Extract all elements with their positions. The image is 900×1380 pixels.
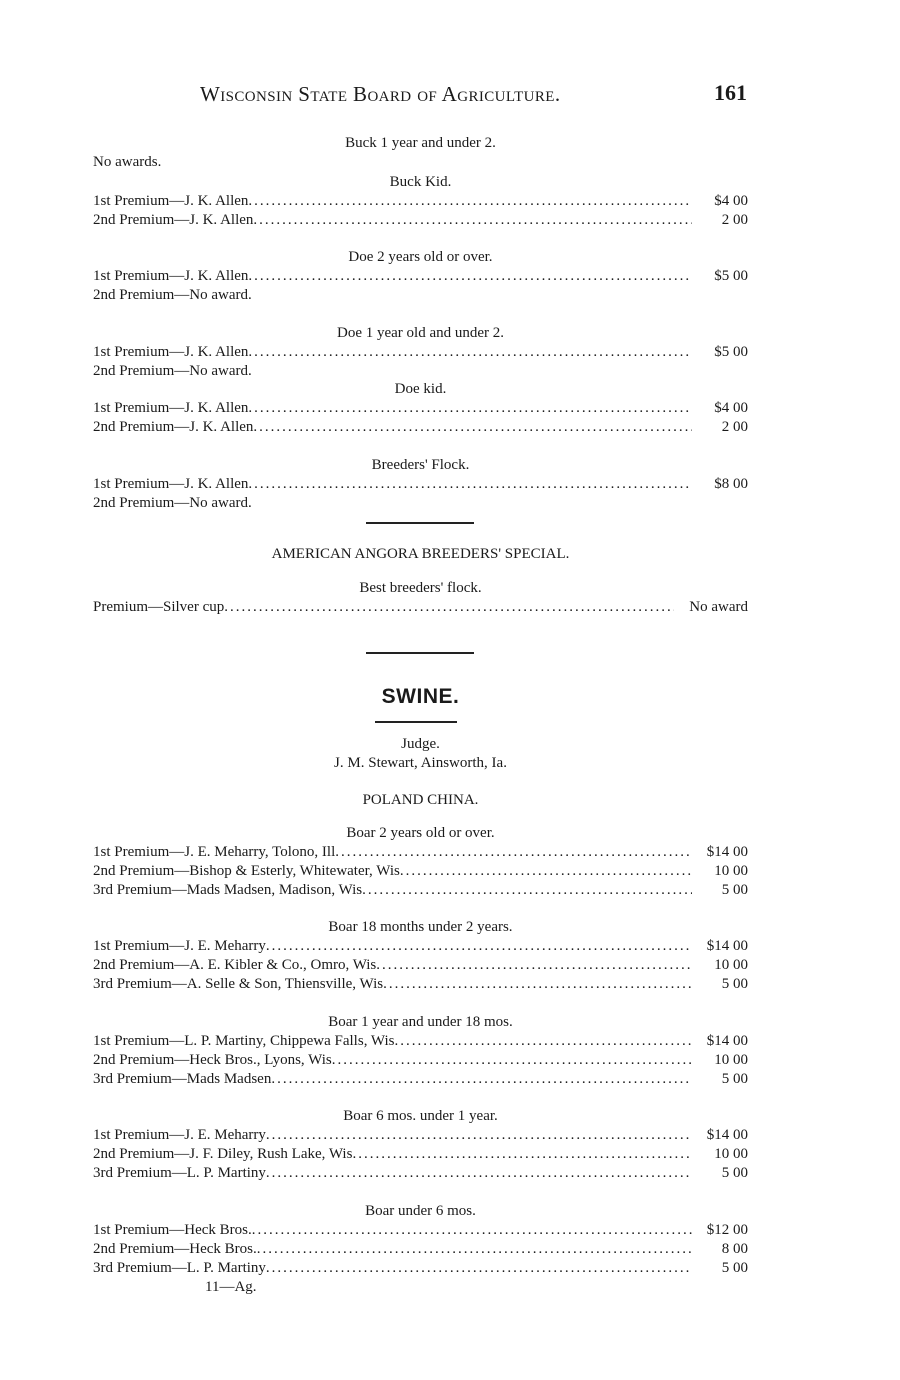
section-boar-18-months	[93, 918, 748, 994]
premium-label: 1st Premium—J. K. Allen	[93, 476, 249, 492]
premium-row	[93, 192, 748, 211]
premium-amount: $5 00	[714, 344, 748, 360]
premium-row	[93, 1259, 748, 1278]
premium-amount: $12 00	[706, 1222, 748, 1238]
section-buck-kid	[93, 173, 748, 230]
section-boar-2-years	[93, 824, 748, 900]
section-doe-kid	[93, 380, 748, 437]
premium-label: 2nd Premium—J. K. Allen	[93, 212, 254, 228]
leader-dots	[400, 862, 692, 881]
section-title: Best breeders' flock.	[359, 580, 482, 596]
leader-dots	[248, 192, 692, 211]
premium-row	[93, 937, 748, 956]
judge-label: Judge.	[401, 736, 440, 752]
leader-dots	[257, 1240, 692, 1259]
premium-label: 3rd Premium—A. Selle & Son, Thiensville, Wis	[93, 976, 384, 992]
leader-dots	[253, 418, 692, 437]
premium-label: 1st Premium—J. K. Allen	[93, 344, 249, 360]
premium-label: 2nd Premium—No award.	[93, 495, 252, 511]
premium-amount: No award	[689, 599, 748, 615]
section-title: Doe 1 year old and under 2.	[336, 325, 505, 341]
premium-label: 3rd Premium—L. P. Martiny	[93, 1260, 266, 1276]
section-title: Doe 2 years old or over.	[348, 249, 493, 265]
premium-label: 1st Premium—J. E. Meharry	[93, 938, 266, 954]
premium-row	[93, 1145, 748, 1164]
leader-dots	[253, 211, 692, 230]
premium-amount: $14 00	[706, 844, 748, 860]
premium-label: 1st Premium—J. E. Meharry	[93, 1127, 266, 1143]
section-doe-2-years	[93, 248, 748, 305]
section-divider	[366, 652, 474, 654]
premium-row	[93, 1051, 748, 1070]
premium-amount: $5 00	[714, 268, 748, 284]
premium-row	[93, 1221, 748, 1240]
premium-amount: 5 00	[721, 976, 748, 992]
premium-amount: 10 00	[714, 957, 748, 973]
premium-row	[93, 211, 748, 230]
premium-label: 2nd Premium—No award.	[93, 287, 252, 303]
premium-row	[93, 1240, 748, 1259]
section-title: Buck Kid.	[389, 174, 452, 190]
premium-label: 3rd Premium—Mads Madsen	[93, 1071, 272, 1087]
heading-underline	[375, 721, 457, 723]
section-doe-1-year	[93, 324, 748, 381]
section-angora-special	[93, 545, 748, 564]
leader-dots	[266, 937, 692, 956]
premium-row	[93, 956, 748, 975]
premium-label: 3rd Premium—Mads Madsen, Madison, Wis	[93, 882, 363, 898]
premium-row	[93, 343, 748, 362]
premium-amount: 5 00	[721, 1165, 748, 1181]
leader-dots	[394, 1032, 692, 1051]
no-awards-note: No awards.	[93, 154, 162, 170]
premium-row	[93, 475, 748, 494]
judge-name: J. M. Stewart, Ainsworth, Ia.	[334, 755, 507, 771]
section-boar-6-months	[93, 1107, 748, 1183]
leader-dots	[248, 399, 692, 418]
premium-label: 2nd Premium—Heck Bros.	[93, 1241, 257, 1257]
leader-dots	[335, 843, 692, 862]
premium-row	[93, 1032, 748, 1051]
breed-block	[93, 791, 748, 810]
premium-amount: 10 00	[714, 1146, 748, 1162]
premium-label: 2nd Premium—J. K. Allen	[93, 419, 254, 435]
section-title: Boar 2 years old or over.	[346, 825, 495, 841]
page-number: 161	[714, 80, 747, 105]
leader-dots	[362, 881, 692, 900]
premium-row	[93, 1164, 748, 1183]
section-title: Breeders' Flock.	[371, 457, 470, 473]
section-title: Buck 1 year and under 2.	[345, 135, 496, 151]
section-heading: AMERICAN ANGORA BREEDERS' SPECIAL.	[271, 546, 570, 562]
leader-dots	[332, 1051, 692, 1070]
leader-dots	[224, 598, 674, 617]
premium-row	[93, 881, 748, 900]
leader-dots	[248, 343, 692, 362]
premium-amount: 10 00	[714, 863, 748, 879]
page-header	[95, 82, 747, 112]
leader-dots	[252, 1221, 692, 1240]
premium-label: Premium—Silver cup	[93, 599, 225, 615]
premium-label: 2nd Premium—A. E. Kibler & Co., Omro, Wis	[93, 957, 377, 973]
section-title: Boar 6 mos. under 1 year.	[343, 1108, 498, 1124]
premium-row	[93, 862, 748, 881]
premium-label: 1st Premium—J. E. Meharry, Tolono, Ill	[93, 844, 336, 860]
premium-label: 2nd Premium—No award.	[93, 363, 252, 379]
section-buck-1-year	[93, 134, 748, 172]
judge-block	[93, 735, 748, 773]
leader-dots	[248, 475, 692, 494]
premium-amount: $4 00	[714, 193, 748, 209]
premium-amount: 10 00	[714, 1052, 748, 1068]
signature-mark: 11—Ag.	[205, 1279, 257, 1295]
section-divider	[366, 522, 474, 524]
premium-row	[93, 598, 748, 617]
leader-dots	[376, 956, 692, 975]
premium-amount: 2 00	[721, 419, 748, 435]
premium-amount: $14 00	[706, 1033, 748, 1049]
breed-heading: POLAND CHINA.	[362, 792, 479, 808]
leader-dots	[266, 1259, 692, 1278]
leader-dots	[383, 975, 692, 994]
section-boar-1-year	[93, 1013, 748, 1089]
premium-amount: $14 00	[706, 1127, 748, 1143]
section-breeders-flock	[93, 456, 748, 513]
section-title: Boar 18 months under 2 years.	[328, 919, 513, 935]
section-best-breeders-flock	[93, 579, 748, 617]
premium-label: 2nd Premium—Heck Bros., Lyons, Wis	[93, 1052, 332, 1068]
leader-dots	[271, 1070, 692, 1089]
premium-amount: $4 00	[714, 400, 748, 416]
premium-amount: 5 00	[721, 1071, 748, 1087]
running-title: Wisconsin State Board of Agriculture.	[200, 82, 561, 106]
premium-label: 3rd Premium—L. P. Martiny	[93, 1165, 266, 1181]
leader-dots	[266, 1126, 692, 1145]
premium-label: 1st Premium—J. K. Allen	[93, 268, 249, 284]
premium-label: 2nd Premium—J. F. Diley, Rush Lake, Wis	[93, 1146, 353, 1162]
premium-row	[93, 975, 748, 994]
swine-heading: SWINE.	[381, 685, 460, 708]
premium-amount: 5 00	[721, 882, 748, 898]
premium-row	[93, 843, 748, 862]
premium-label: 1st Premium—Heck Bros.	[93, 1222, 252, 1238]
premium-row	[93, 1070, 748, 1089]
premium-row	[93, 418, 748, 437]
premium-amount: 8 00	[721, 1241, 748, 1257]
premium-amount: 2 00	[721, 212, 748, 228]
leader-dots	[248, 267, 692, 286]
section-title: Boar under 6 mos.	[365, 1203, 476, 1219]
premium-label: 1st Premium—J. K. Allen	[93, 400, 249, 416]
section-boar-under-6-months	[93, 1202, 748, 1278]
premium-label: 2nd Premium—Bishop & Esterly, Whitewater, Wis	[93, 863, 400, 879]
footer-signature-block	[205, 1278, 405, 1297]
premium-label: 1st Premium—J. K. Allen	[93, 193, 249, 209]
premium-row	[93, 267, 748, 286]
section-title: Doe kid.	[394, 381, 447, 397]
premium-amount: $8 00	[714, 476, 748, 492]
section-title: Boar 1 year and under 18 mos.	[328, 1014, 513, 1030]
premium-row	[93, 1126, 748, 1145]
premium-amount: 5 00	[721, 1260, 748, 1276]
premium-amount: $14 00	[706, 938, 748, 954]
leader-dots	[352, 1145, 692, 1164]
premium-row	[93, 399, 748, 418]
premium-label: 1st Premium—L. P. Martiny, Chippewa Falls, Wis	[93, 1033, 395, 1049]
leader-dots	[266, 1164, 692, 1183]
